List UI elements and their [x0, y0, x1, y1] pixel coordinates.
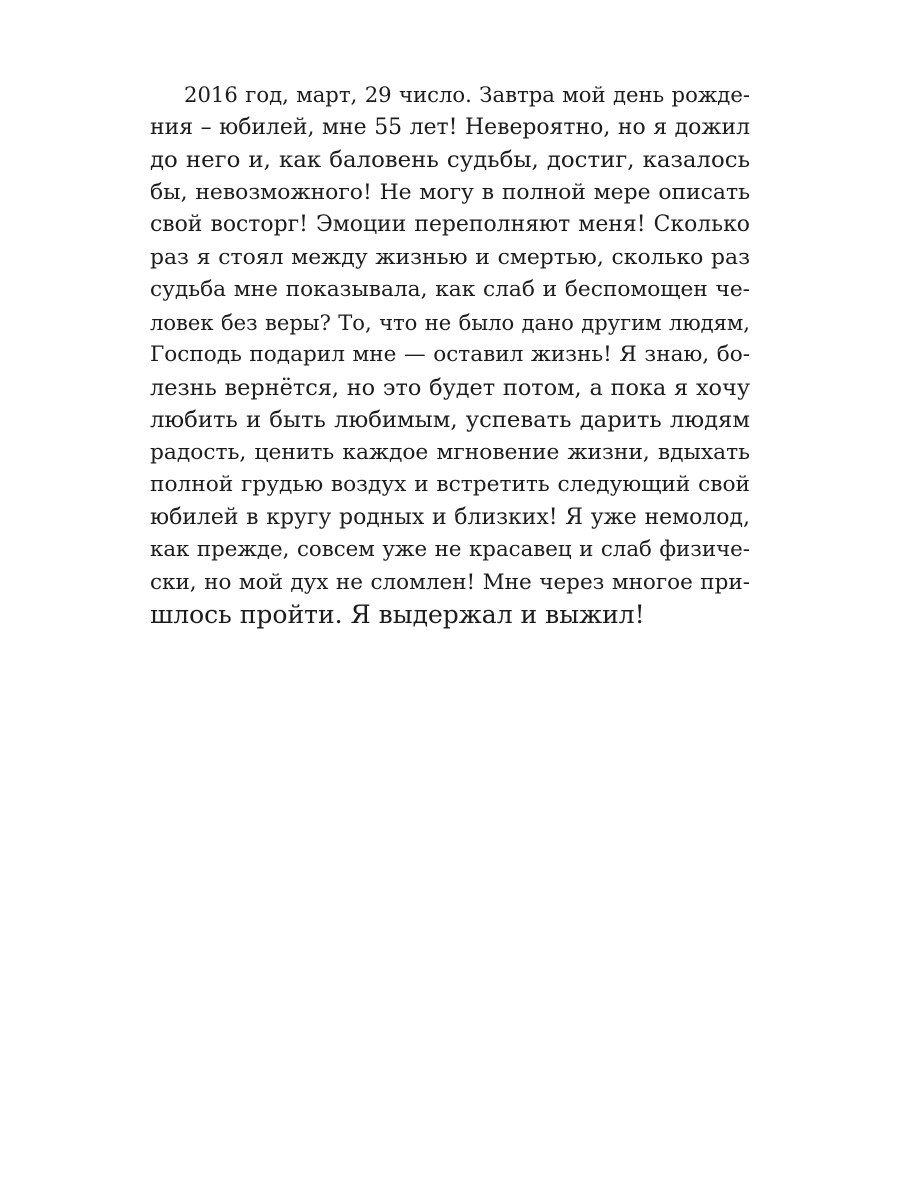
text-line: свой восторг! Эмоции переполняют меня! Сколько: [150, 212, 750, 237]
text-line: судьба мне показывала, как слаб и беспомощен че-: [150, 277, 750, 302]
text-line: лезнь вернётся, но это будет потом, а пока я хочу: [150, 374, 750, 401]
text-line: ния – юбилей, мне 55 лет! Невероятно, но я дожил: [150, 114, 750, 140]
text-line: юбилей в кругу родных и близких! Я уже немолод,: [150, 504, 750, 530]
text-line: ловек без веры? То, что не было дано другим людям,: [150, 309, 750, 335]
text-line: Господь подарил мне — оставил жизнь! Я знаю, бо-: [150, 342, 750, 367]
text-line: бы, невозможного! Не могу в полной мере описать: [150, 179, 750, 205]
text-line: любить и быть любимым, успевать дарить людям: [150, 407, 750, 433]
text-line: полной грудью воздух и встретить следующий свой: [150, 472, 750, 497]
body-paragraph: [150, 79, 750, 632]
text-line: радость, ценить каждое мгновение жизни, вдыхать: [150, 439, 750, 465]
text-line: до него и, как баловень судьбы, достиг, казалось: [150, 147, 750, 173]
text-line: как прежде, совсем уже не красавец и слаб физиче-: [150, 537, 750, 562]
text-line: шлось пройти. Я выдержал и выжил!: [150, 600, 645, 629]
text-line: раз я стоял между жизнью и смертью, сколько раз: [150, 244, 750, 270]
text-line: ски, но мой дух не сломлен! Мне через многое при-: [150, 569, 750, 595]
text-line: 2016 год, март, 29 число. Завтра мой день рожде-: [184, 82, 750, 107]
